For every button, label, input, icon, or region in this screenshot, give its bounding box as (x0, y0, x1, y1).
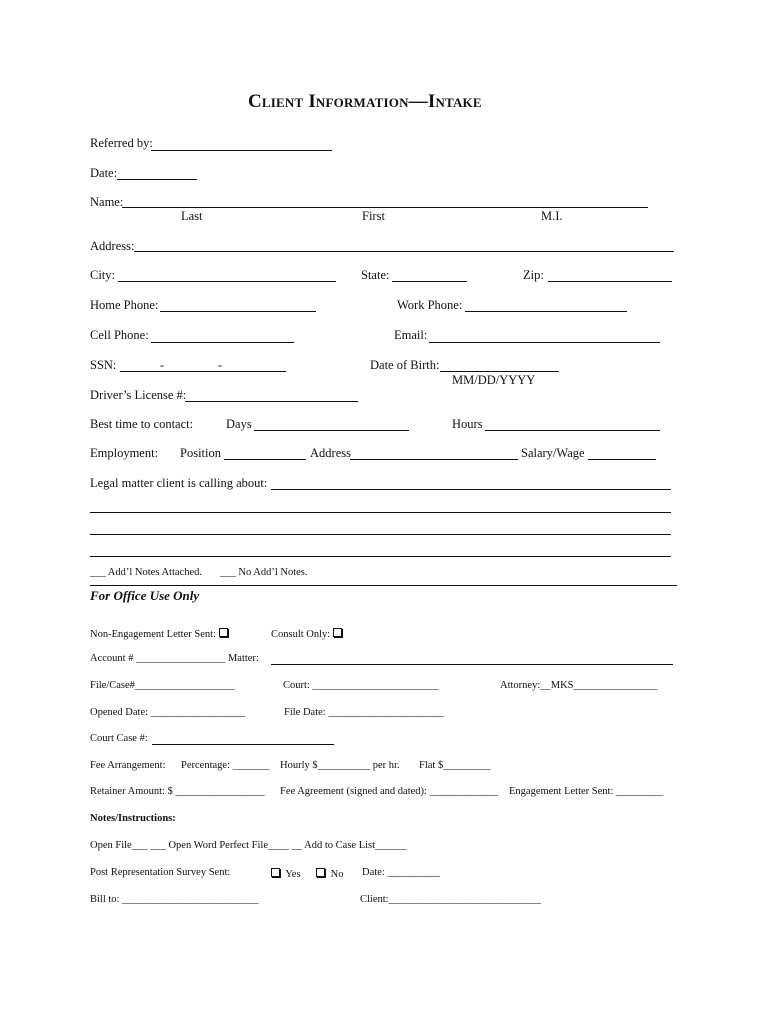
fee-arrangement-label: Fee Arrangement: (90, 760, 166, 771)
non-engagement-checkbox[interactable] (219, 628, 228, 637)
dob-format-label: MM/DD/YYYY (452, 373, 536, 387)
address-label: Address: (90, 239, 135, 253)
ssn-dash-1: - (160, 358, 165, 372)
no-notes-label[interactable]: ___ No Add’l Notes. (220, 567, 308, 578)
page-title: Client Information—Intake (248, 91, 482, 112)
hours-label: Hours (452, 417, 483, 431)
name-line[interactable] (122, 207, 648, 208)
dob-line[interactable] (440, 371, 559, 372)
email-line[interactable] (429, 342, 660, 343)
date-line[interactable] (117, 179, 197, 180)
court-case-label: Court Case #: (90, 733, 148, 744)
ssn-label: SSN: (90, 358, 117, 372)
legal-matter-label: Legal matter client is calling about: (90, 476, 268, 490)
survey-no-label: No (330, 869, 344, 880)
consult-only-checkbox[interactable] (333, 628, 342, 637)
non-engagement-field (90, 628, 231, 641)
email-label: Email: (394, 328, 428, 342)
survey-yes-label: Yes (285, 869, 301, 880)
matter-line[interactable] (271, 664, 673, 665)
client-field[interactable]: Client:_____________________________ (360, 894, 541, 905)
emp-address-label: Address (310, 446, 351, 460)
drivers-license-line[interactable] (185, 401, 358, 402)
ssn-line[interactable] (120, 371, 286, 372)
name-last-label: Last (181, 209, 203, 223)
employment-label: Employment: (90, 446, 159, 460)
name-mi-label: M.I. (541, 209, 563, 223)
engagement-letter-field[interactable]: Engagement Letter Sent: _________ (509, 786, 664, 797)
opened-date-field[interactable]: Opened Date: __________________ (90, 707, 246, 718)
days-line[interactable] (254, 430, 409, 431)
notes-attached-label[interactable]: ___ Add’l Notes Attached. (90, 567, 202, 578)
state-line[interactable] (392, 281, 467, 282)
legal-matter-line-3[interactable] (90, 534, 671, 535)
notes-instructions-label: Notes/Instructions: (90, 813, 176, 824)
survey-yes-option[interactable] (268, 868, 301, 881)
referred-by-line[interactable] (151, 150, 332, 151)
open-file-checklist[interactable]: Open File___ ___ Open Word Perfect File____ __ Add to Case List______ (90, 840, 407, 851)
name-label: Name: (90, 195, 124, 209)
emp-address-line[interactable] (350, 459, 518, 460)
name-first-label: First (362, 209, 385, 223)
survey-yes-checkbox[interactable] (271, 868, 280, 877)
consult-only-label: Consult Only: (271, 629, 331, 640)
legal-matter-line-1[interactable] (271, 489, 671, 490)
work-phone-line[interactable] (465, 311, 627, 312)
retainer-field[interactable]: Retainer Amount: $ _________________ (90, 786, 265, 797)
salary-label: Salary/Wage (521, 446, 585, 460)
section-divider (90, 585, 677, 586)
consult-only-field (271, 628, 345, 641)
days-label: Days (226, 417, 252, 431)
survey-date-field[interactable]: Date: __________ (362, 867, 440, 878)
position-line[interactable] (224, 459, 306, 460)
zip-line[interactable] (548, 281, 672, 282)
fee-agreement-field[interactable]: Fee Agreement (signed and dated): _____________ (280, 786, 498, 797)
date-label: Date: (90, 166, 118, 180)
hours-line[interactable] (485, 430, 660, 431)
non-engagement-label: Non-Engagement Letter Sent: (90, 629, 216, 640)
position-label: Position (180, 446, 221, 460)
account-matter-label: Account # _________________ Matter: (90, 653, 259, 664)
attorney-field[interactable]: Attorney:__MKS________________ (500, 680, 658, 691)
bill-to-field[interactable]: Bill to: __________________________ (90, 894, 259, 905)
ssn-dash-2: - (218, 358, 223, 372)
salary-line[interactable] (588, 459, 656, 460)
cell-phone-label: Cell Phone: (90, 328, 149, 342)
city-line[interactable] (118, 281, 336, 282)
address-line[interactable] (134, 251, 674, 252)
city-label: City: (90, 268, 116, 282)
survey-no-option[interactable] (313, 868, 343, 881)
drivers-license-label: Driver’s License #: (90, 388, 187, 402)
legal-matter-line-4[interactable] (90, 556, 671, 557)
file-case-field[interactable]: File/Case#___________________ (90, 680, 235, 691)
best-time-label: Best time to contact: (90, 417, 194, 431)
dob-label: Date of Birth: (370, 358, 440, 372)
referred-by-label: Referred by: (90, 136, 153, 150)
state-label: State: (361, 268, 390, 282)
hourly-field[interactable]: Hourly $__________ per hr. (280, 760, 400, 771)
court-case-line[interactable] (152, 744, 334, 745)
home-phone-label: Home Phone: (90, 298, 159, 312)
cell-phone-line[interactable] (151, 342, 294, 343)
zip-label: Zip: (523, 268, 544, 282)
survey-no-checkbox[interactable] (316, 868, 325, 877)
work-phone-label: Work Phone: (397, 298, 463, 312)
court-field[interactable]: Court: ________________________ (283, 680, 439, 691)
legal-matter-line-2[interactable] (90, 512, 671, 513)
home-phone-line[interactable] (160, 311, 316, 312)
office-use-heading: For Office Use Only (90, 588, 200, 603)
flat-field[interactable]: Flat $_________ (419, 760, 491, 771)
percentage-field[interactable]: Percentage: _______ (181, 760, 270, 771)
file-date-field[interactable]: File Date: ______________________ (284, 707, 444, 718)
survey-label: Post Representation Survey Sent: (90, 867, 231, 878)
